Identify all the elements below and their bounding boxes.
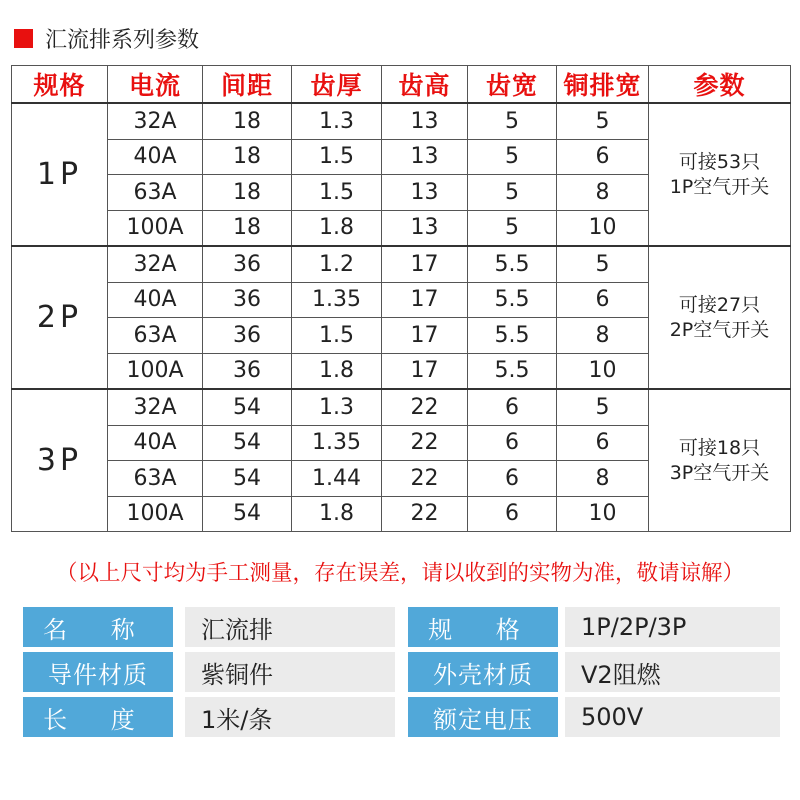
- cell-tooth-height: 17: [382, 353, 468, 389]
- cell-spacing: 18: [203, 210, 292, 246]
- note-line-capacity: 可接53只: [678, 150, 761, 173]
- col-header-tooth-thickness: 齿厚: [292, 66, 382, 104]
- note-line-capacity: 可接18只: [678, 436, 761, 459]
- cell-tooth-thickness: 1.8: [292, 353, 382, 389]
- cell-spacing: 36: [203, 318, 292, 354]
- cell-current: 40A: [108, 139, 203, 175]
- note-line-breaker-type: 2P空气开关: [669, 318, 770, 341]
- cell-copper-width: 8: [557, 175, 649, 211]
- col-header-spacing: 间距: [203, 66, 292, 104]
- info-label-name: 名 称: [23, 607, 173, 647]
- cell-copper-width: 5: [557, 246, 649, 282]
- table-header-row: [12, 66, 791, 104]
- info-value-shell-material: V2阻燃: [565, 652, 780, 692]
- cell-tooth-width: 5: [468, 175, 557, 211]
- cell-tooth-thickness: 1.2: [292, 246, 382, 282]
- cell-tooth-thickness: 1.35: [292, 282, 382, 318]
- info-label-rated-voltage: 额定电压: [408, 697, 558, 737]
- cell-current: 63A: [108, 175, 203, 211]
- cell-tooth-width: 5.5: [468, 282, 557, 318]
- table-row: [12, 389, 791, 425]
- cell-current: 32A: [108, 389, 203, 425]
- spec-table: [11, 65, 791, 532]
- info-panel: [23, 607, 780, 737]
- info-label-length: 长 度: [23, 697, 173, 737]
- cell-tooth-thickness: 1.8: [292, 496, 382, 532]
- cell-tooth-height: 22: [382, 461, 468, 497]
- cell-copper-width: 6: [557, 425, 649, 461]
- cell-spacing: 36: [203, 246, 292, 282]
- cell-copper-width: 5: [557, 389, 649, 425]
- cell-tooth-height: 22: [382, 425, 468, 461]
- cell-current: 63A: [108, 461, 203, 497]
- cell-tooth-width: 5.5: [468, 353, 557, 389]
- col-header-tooth-width: 齿宽: [468, 66, 557, 104]
- cell-tooth-height: 17: [382, 246, 468, 282]
- cell-copper-width: 10: [557, 353, 649, 389]
- cell-tooth-thickness: 1.5: [292, 318, 382, 354]
- cell-spacing: 18: [203, 139, 292, 175]
- note-line-capacity: 可接27只: [678, 293, 761, 316]
- cell-current: 40A: [108, 282, 203, 318]
- cell-tooth-height: 22: [382, 496, 468, 532]
- table-row: [12, 103, 791, 139]
- cell-current: 63A: [108, 318, 203, 354]
- cell-tooth-thickness: 1.3: [292, 103, 382, 139]
- cell-spacing: 18: [203, 175, 292, 211]
- group-note-cell: [649, 103, 791, 246]
- cell-tooth-width: 6: [468, 496, 557, 532]
- cell-copper-width: 10: [557, 210, 649, 246]
- info-label-shell-material: 外壳材质: [408, 652, 558, 692]
- cell-tooth-height: 13: [382, 103, 468, 139]
- cell-copper-width: 6: [557, 139, 649, 175]
- table-row: [12, 246, 791, 282]
- cell-tooth-width: 5: [468, 139, 557, 175]
- cell-tooth-thickness: 1.5: [292, 139, 382, 175]
- cell-tooth-width: 5: [468, 103, 557, 139]
- cell-tooth-width: 5: [468, 210, 557, 246]
- cell-tooth-thickness: 1.8: [292, 210, 382, 246]
- note-line-breaker-type: 1P空气开关: [669, 175, 770, 198]
- group-note-cell: [649, 246, 791, 389]
- info-label-spec: 规 格: [408, 607, 558, 647]
- cell-tooth-width: 5.5: [468, 246, 557, 282]
- cell-tooth-height: 13: [382, 175, 468, 211]
- cell-current: 100A: [108, 496, 203, 532]
- col-header-current: 电流: [108, 66, 203, 104]
- cell-tooth-width: 6: [468, 461, 557, 497]
- cell-copper-width: 8: [557, 318, 649, 354]
- cell-tooth-height: 13: [382, 139, 468, 175]
- cell-tooth-thickness: 1.5: [292, 175, 382, 211]
- group-spec-cell: 3P: [12, 389, 108, 532]
- group-note-cell: [649, 389, 791, 532]
- info-value-conductor-material: 紫铜件: [185, 652, 395, 692]
- info-value-length: 1米/条: [185, 697, 395, 737]
- cell-copper-width: 6: [557, 282, 649, 318]
- info-value-name: 汇流排: [185, 607, 395, 647]
- info-value-spec: 1P/2P/3P: [565, 607, 780, 647]
- group-spec-cell: 1P: [12, 103, 108, 246]
- cell-current: 40A: [108, 425, 203, 461]
- cell-tooth-thickness: 1.44: [292, 461, 382, 497]
- col-header-tooth-height: 齿高: [382, 66, 468, 104]
- group-spec-cell: 2P: [12, 246, 108, 389]
- col-header-params: 参数: [649, 66, 791, 104]
- info-label-conductor-material: 导件材质: [23, 652, 173, 692]
- disclaimer-text: （以上尺寸均为手工测量，存在误差，请以收到的实物为准，敬请谅解）: [55, 561, 744, 586]
- col-header-copper-width: 铜排宽: [557, 66, 649, 104]
- red-square-icon: [14, 29, 33, 48]
- cell-tooth-thickness: 1.35: [292, 425, 382, 461]
- info-value-rated-voltage: 500V: [565, 697, 780, 737]
- cell-current: 100A: [108, 353, 203, 389]
- cell-current: 32A: [108, 246, 203, 282]
- cell-spacing: 54: [203, 389, 292, 425]
- cell-tooth-width: 6: [468, 389, 557, 425]
- cell-copper-width: 5: [557, 103, 649, 139]
- cell-current: 32A: [108, 103, 203, 139]
- cell-tooth-width: 6: [468, 425, 557, 461]
- cell-spacing: 54: [203, 461, 292, 497]
- cell-current: 100A: [108, 210, 203, 246]
- section-title: 汇流排系列参数: [45, 27, 200, 53]
- cell-tooth-height: 17: [382, 282, 468, 318]
- cell-spacing: 36: [203, 282, 292, 318]
- cell-tooth-width: 5.5: [468, 318, 557, 354]
- note-line-breaker-type: 3P空气开关: [669, 461, 770, 484]
- cell-spacing: 18: [203, 103, 292, 139]
- cell-spacing: 54: [203, 496, 292, 532]
- cell-copper-width: 10: [557, 496, 649, 532]
- cell-spacing: 36: [203, 353, 292, 389]
- cell-tooth-height: 17: [382, 318, 468, 354]
- cell-tooth-thickness: 1.3: [292, 389, 382, 425]
- cell-copper-width: 8: [557, 461, 649, 497]
- section-header: [14, 26, 200, 53]
- cell-tooth-height: 13: [382, 210, 468, 246]
- cell-tooth-height: 22: [382, 389, 468, 425]
- col-header-spec: 规格: [12, 66, 108, 104]
- cell-spacing: 54: [203, 425, 292, 461]
